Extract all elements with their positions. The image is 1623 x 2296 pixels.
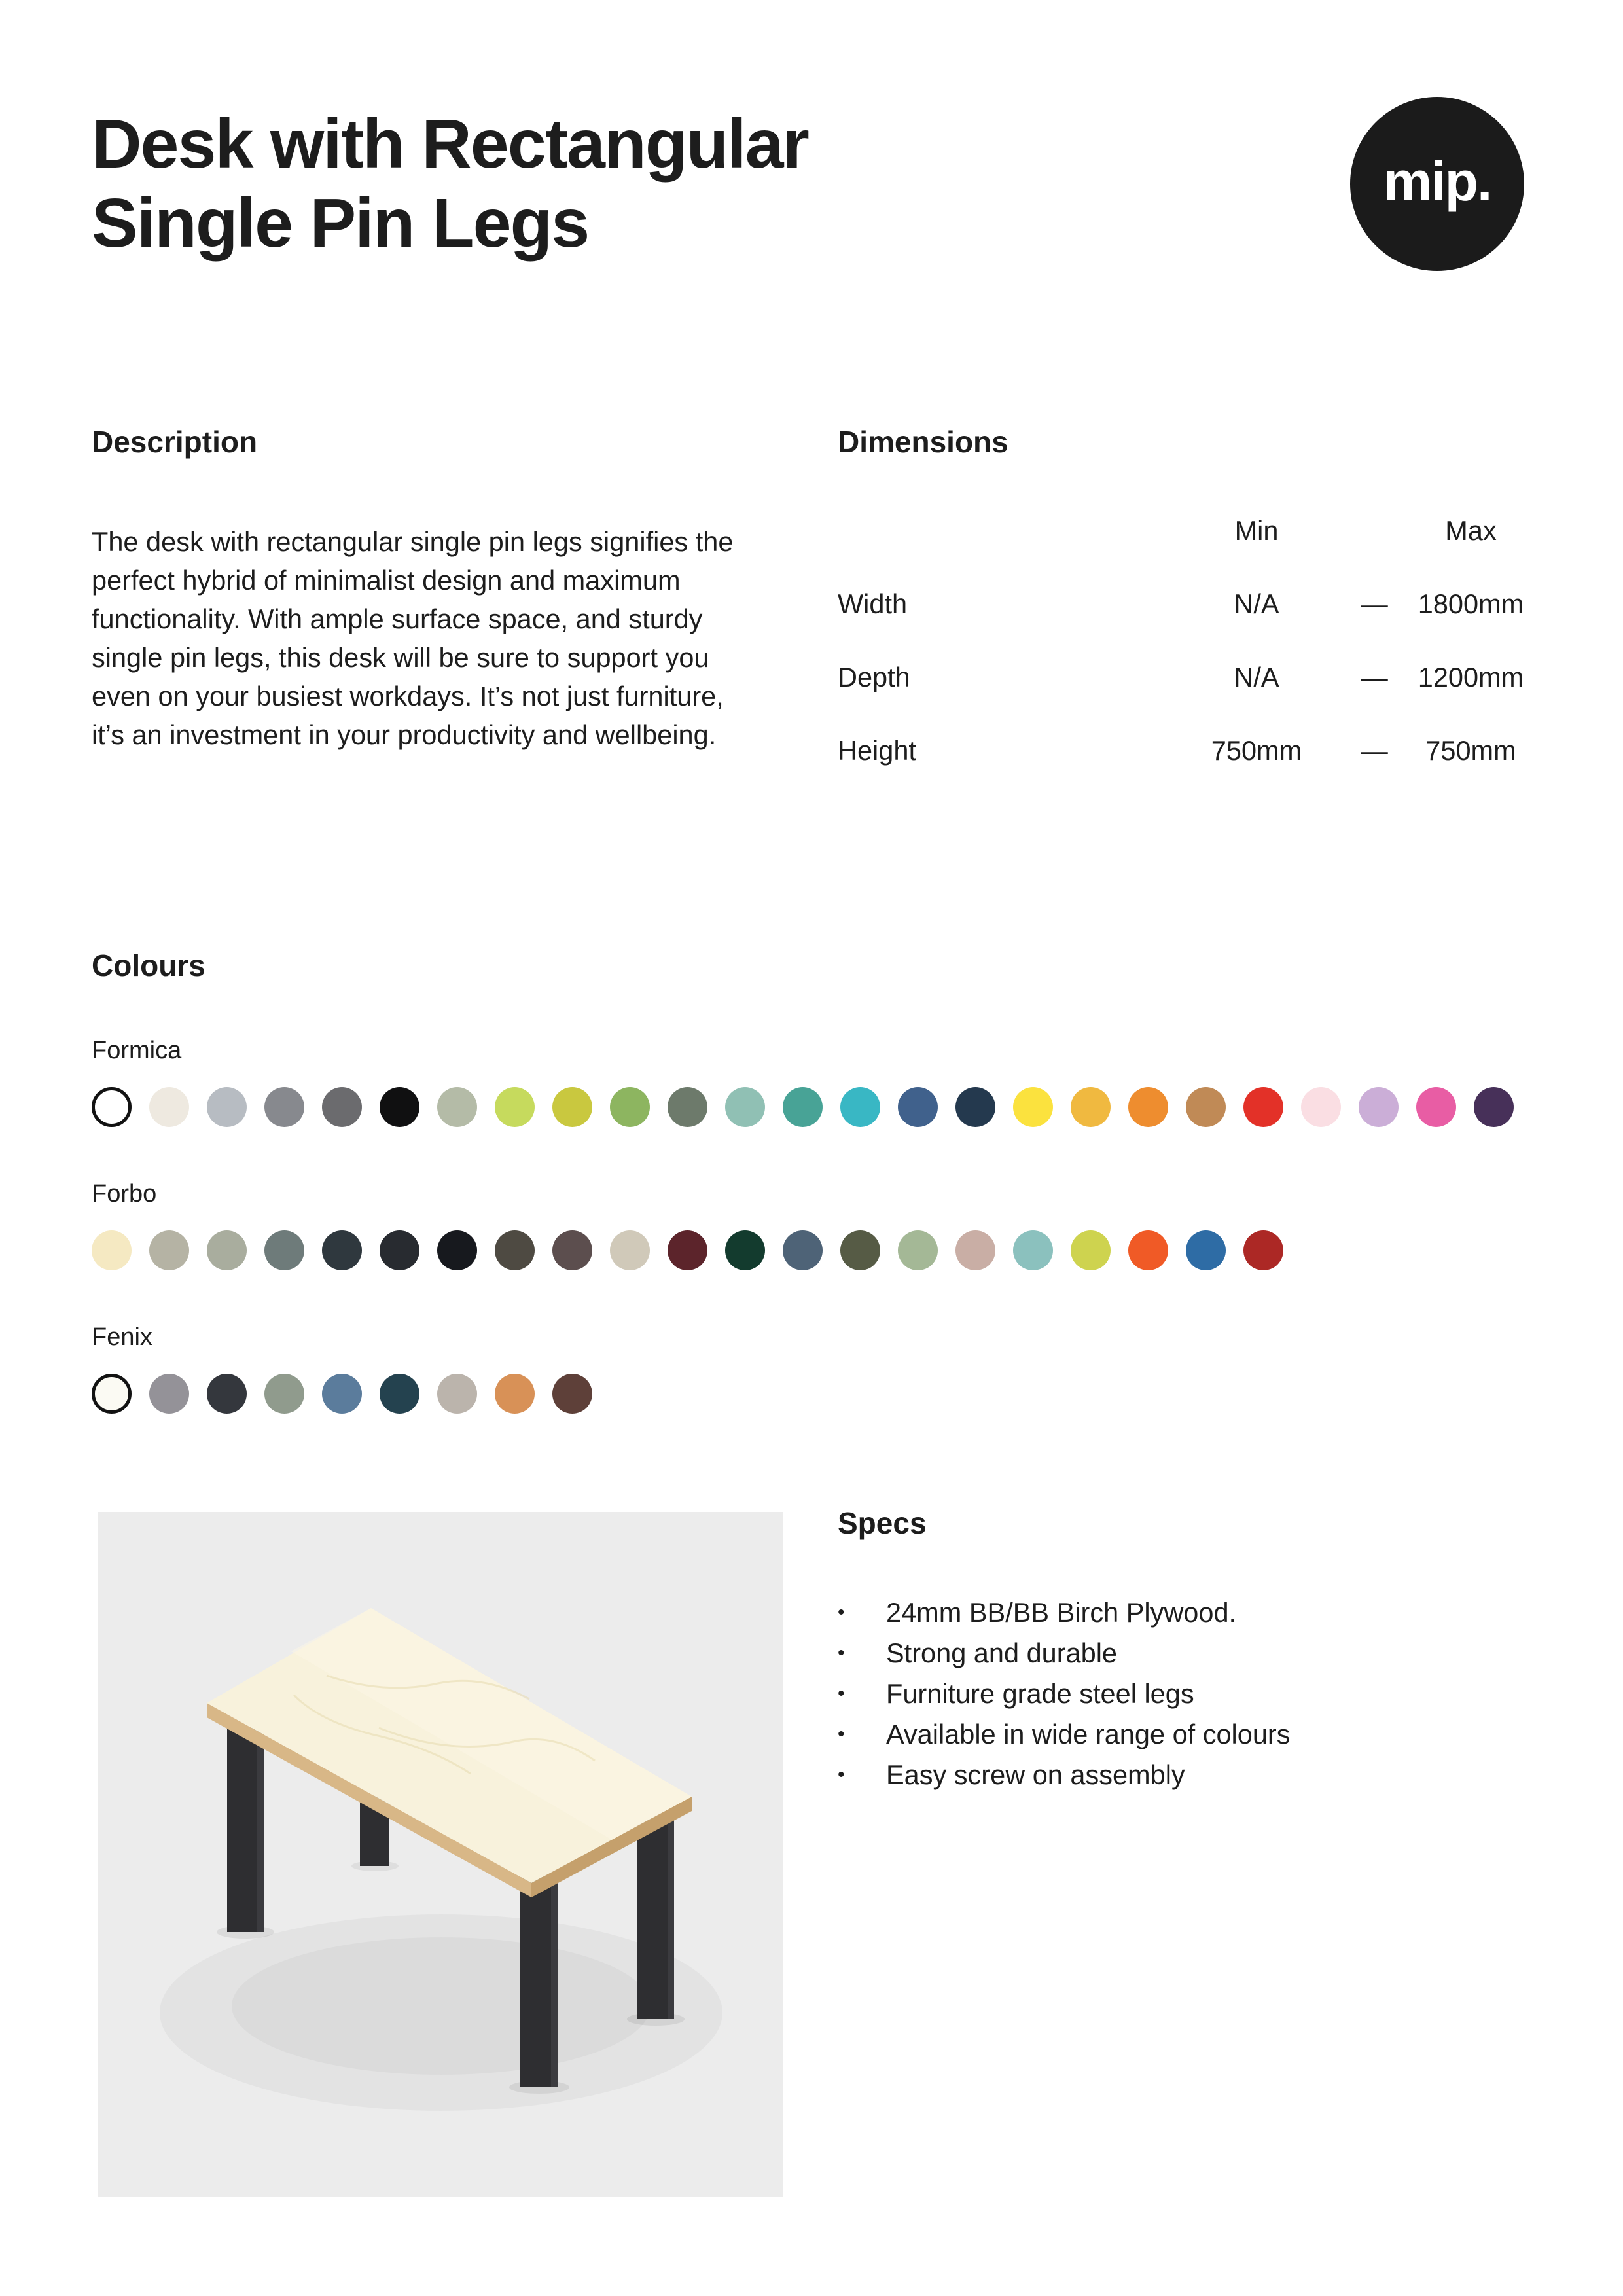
colour-swatch (552, 1087, 592, 1127)
colour-swatch (1474, 1087, 1514, 1127)
dim-min-value: N/A (1234, 588, 1279, 619)
colour-swatch (552, 1374, 592, 1414)
colour-swatch (264, 1374, 304, 1414)
colour-swatch (725, 1230, 765, 1270)
desk-shadow-inner (232, 1937, 651, 2075)
colour-swatch (437, 1230, 477, 1270)
colour-swatch (207, 1087, 247, 1127)
spec-item (838, 1755, 1558, 1795)
colour-swatch (1243, 1230, 1283, 1270)
spec-item (838, 1633, 1558, 1674)
colour-swatch (322, 1374, 362, 1414)
colour-swatch (840, 1087, 880, 1127)
colour-swatch (552, 1230, 592, 1270)
bullet-icon: • (838, 1723, 845, 1745)
dim-label: Depth (838, 662, 910, 692)
colour-swatch (783, 1087, 823, 1127)
desk-leg-left-face (257, 1728, 264, 1932)
colours-section (92, 948, 1551, 1414)
colour-swatch (437, 1374, 477, 1414)
brand-logo (1350, 97, 1524, 271)
colour-swatch (1071, 1087, 1111, 1127)
dim-col-spacer (838, 515, 1165, 547)
dim-separator: — (1361, 662, 1388, 692)
dim-separator: — (1361, 588, 1388, 619)
colour-swatch (1186, 1230, 1226, 1270)
colour-swatch (264, 1087, 304, 1127)
colour-swatch (1186, 1087, 1226, 1127)
bullet-icon: • (838, 1764, 845, 1785)
swatch-row (92, 1087, 1551, 1127)
colour-swatch (1301, 1087, 1341, 1127)
colour-swatch (380, 1087, 419, 1127)
spec-item (838, 1674, 1558, 1714)
page-title-line2: Single Pin Legs (92, 184, 589, 262)
dim-col-min: Min (1234, 515, 1279, 546)
brand-logo-text: mip. (1383, 150, 1491, 212)
colour-group-label: Formica (92, 1037, 182, 1064)
spec-item-text: Furniture grade steel legs (886, 1678, 1194, 1709)
swatch-row (92, 1230, 1551, 1270)
page-title-line1: Desk with Rectangular (92, 105, 808, 183)
product-image (98, 1512, 783, 2197)
dim-max-value: 750mm (1425, 735, 1516, 766)
dim-col-dash-spacer (1348, 515, 1400, 547)
specs-section (838, 1505, 1558, 1795)
colour-group-forbo (92, 1179, 1551, 1270)
colour-swatch (207, 1374, 247, 1414)
colour-group-formica (92, 1036, 1551, 1127)
colour-group-label: Fenix (92, 1323, 152, 1351)
colours-heading: Colours (92, 948, 205, 982)
dim-min-value: 750mm (1211, 735, 1302, 766)
dimensions-header-row (838, 515, 1541, 547)
colour-swatch (898, 1230, 938, 1270)
colour-groups (92, 1036, 1551, 1414)
description-heading: Description (92, 425, 258, 459)
spec-item (838, 1592, 1558, 1633)
swatch-row (92, 1374, 1551, 1414)
specs-heading: Specs (838, 1506, 927, 1540)
dimensions-section (838, 424, 1541, 766)
colour-swatch (149, 1374, 189, 1414)
desk-render-illustration (98, 1512, 783, 2197)
colour-swatch (1359, 1087, 1399, 1127)
colour-group-fenix (92, 1323, 1551, 1414)
dim-separator: — (1361, 735, 1388, 766)
dimension-row-width (838, 588, 1541, 620)
colour-swatch (1243, 1087, 1283, 1127)
dim-label: Width (838, 588, 908, 619)
dimensions-table (838, 515, 1541, 766)
colour-swatch (495, 1087, 535, 1127)
desk-leg-front-face (551, 1877, 558, 2087)
spec-item (838, 1714, 1558, 1755)
description-body: The desk with rectangular single pin legs signifies the perfect hybrid of minimalist design and maximum functionality. With ample surface space, and sturdy single pin legs, this desk will be sure to support you even on your busiest workdays. It’s not just furniture, it’s an investment in your productivity and wellbeing. (92, 526, 734, 750)
dim-col-max: Max (1445, 515, 1497, 546)
dimensions-heading: Dimensions (838, 425, 1008, 459)
dim-max-value: 1200mm (1418, 662, 1524, 692)
colour-swatch (495, 1374, 535, 1414)
dim-min-value: N/A (1234, 662, 1279, 692)
colour-group-label: Forbo (92, 1180, 157, 1208)
colour-swatch (668, 1230, 707, 1270)
colour-swatch (955, 1087, 995, 1127)
colour-swatch (380, 1374, 419, 1414)
colour-swatch (783, 1230, 823, 1270)
specs-list (838, 1592, 1558, 1795)
colour-swatch (495, 1230, 535, 1270)
colour-swatch (207, 1230, 247, 1270)
colour-swatch (610, 1087, 650, 1127)
dimension-row-height (838, 735, 1541, 766)
colour-swatch (149, 1087, 189, 1127)
colour-swatch (955, 1230, 995, 1270)
spec-item-text: Easy screw on assembly (886, 1759, 1185, 1790)
bullet-icon: • (838, 1683, 845, 1704)
dimension-row-depth (838, 662, 1541, 693)
colour-swatch (1013, 1087, 1053, 1127)
page-title (92, 105, 808, 263)
spec-item-text: Strong and durable (886, 1638, 1118, 1668)
spec-item-text: 24mm BB/BB Birch Plywood. (886, 1597, 1237, 1628)
colour-swatch (92, 1230, 132, 1270)
dim-label: Height (838, 735, 916, 766)
colour-swatch (668, 1087, 707, 1127)
description-section (92, 424, 759, 754)
colour-swatch (1128, 1230, 1168, 1270)
bullet-icon: • (838, 1642, 845, 1664)
colour-swatch (1416, 1087, 1456, 1127)
colour-swatch (322, 1230, 362, 1270)
colour-swatch (1013, 1230, 1053, 1270)
bullet-icon: • (838, 1602, 845, 1623)
colour-swatch (92, 1087, 132, 1127)
colour-swatch (322, 1087, 362, 1127)
dimensions-rows (838, 588, 1541, 766)
colour-swatch (437, 1087, 477, 1127)
colour-swatch (725, 1087, 765, 1127)
colour-swatch (149, 1230, 189, 1270)
colour-swatch (840, 1230, 880, 1270)
spec-item-text: Available in wide range of colours (886, 1719, 1291, 1749)
colour-swatch (1128, 1087, 1168, 1127)
colour-swatch (380, 1230, 419, 1270)
colour-swatch (92, 1374, 132, 1414)
desk-leg-right-face (668, 1818, 674, 2019)
dim-max-value: 1800mm (1418, 588, 1524, 619)
colour-swatch (610, 1230, 650, 1270)
colour-swatch (1071, 1230, 1111, 1270)
colour-swatch (898, 1087, 938, 1127)
colour-swatch (264, 1230, 304, 1270)
